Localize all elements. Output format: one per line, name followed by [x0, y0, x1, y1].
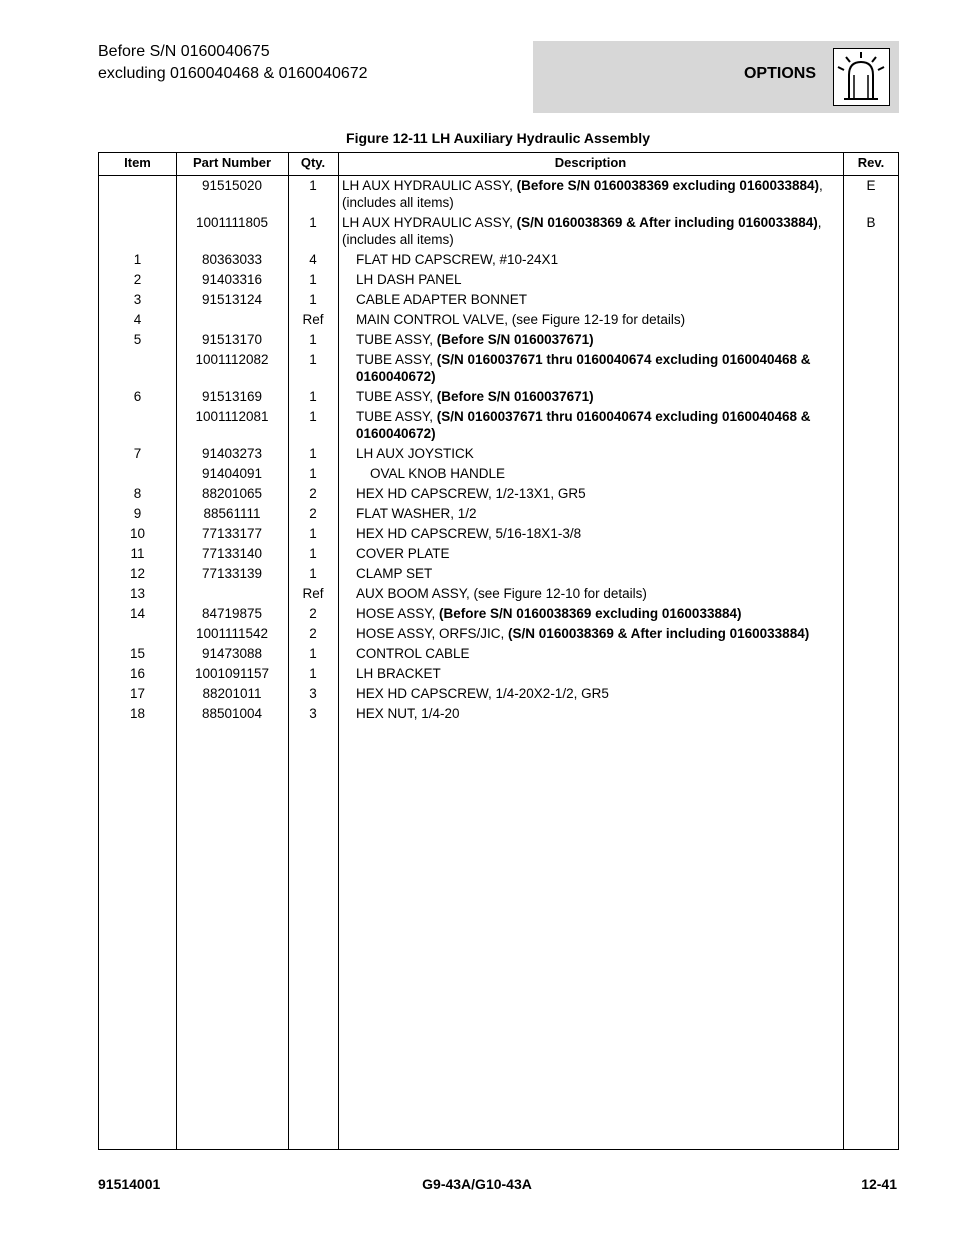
item-number: 14	[129, 606, 146, 621]
description-text: HEX HD CAPSCREW, 1/2-13X1, GR5	[356, 486, 586, 501]
description	[342, 331, 850, 348]
item-number: 17	[129, 686, 146, 701]
description-text: FLAT WASHER, 1/2	[356, 506, 477, 521]
description	[342, 585, 850, 602]
description	[342, 545, 850, 562]
column-header-description: Description	[554, 155, 627, 170]
quantity: 1	[309, 215, 317, 230]
table-row	[99, 525, 898, 542]
serial-qualifier: (Before S/N 0160038369 excluding 0160033884)	[439, 606, 742, 621]
description	[342, 685, 850, 702]
description	[342, 251, 850, 268]
serial-line-2: excluding 0160040468 & 0160040672	[98, 65, 368, 82]
description-text: TUBE ASSY,	[356, 389, 437, 404]
part-number: 91513169	[201, 389, 263, 404]
part-number: 1001112081	[195, 409, 269, 424]
description-suffix: , (includes all items)	[342, 215, 822, 247]
quantity: 3	[309, 686, 317, 701]
description	[342, 465, 864, 482]
description-text: FLAT HD CAPSCREW, #10-24X1	[356, 252, 559, 267]
part-number: 80363033	[201, 252, 263, 267]
quantity: 3	[309, 706, 317, 721]
description-text: LH DASH PANEL	[356, 272, 462, 287]
part-number: 77133140	[201, 546, 263, 561]
item-number: 9	[133, 506, 142, 521]
table-row	[99, 545, 898, 562]
parts-table	[98, 152, 899, 1150]
table-row	[99, 465, 898, 482]
description	[342, 625, 850, 642]
description-text: LH AUX JOYSTICK	[356, 446, 474, 461]
description	[342, 311, 850, 328]
item-number: 10	[129, 526, 146, 541]
revision: B	[866, 215, 876, 230]
part-number: 88201065	[201, 486, 263, 501]
description	[342, 485, 850, 502]
table-row	[99, 485, 898, 502]
quantity: 2	[309, 606, 317, 621]
description	[342, 388, 850, 405]
column-header-part-number: Part Number	[192, 155, 272, 170]
part-number: 91515020	[201, 178, 263, 193]
description-text: CLAMP SET	[356, 566, 433, 581]
serial-qualifier: (Before S/N 0160037671)	[436, 389, 594, 404]
item-number: 7	[133, 446, 142, 461]
part-number: 91513124	[201, 292, 263, 307]
quantity: 1	[309, 526, 317, 541]
item-number: 15	[129, 646, 146, 661]
item-number: 4	[133, 312, 142, 327]
quantity: 2	[309, 486, 317, 501]
part-number: 84719875	[201, 606, 263, 621]
item-number: 1	[133, 252, 142, 267]
description	[342, 645, 850, 662]
description-text: TUBE ASSY,	[356, 332, 437, 347]
figure-title: Figure 12-11 LH Auxiliary Hydraulic Assembly	[346, 130, 650, 146]
description	[342, 445, 850, 462]
column-header-item: Item	[124, 155, 151, 170]
description-text: TUBE ASSY,	[356, 352, 437, 367]
quantity: 1	[309, 409, 317, 424]
description	[342, 525, 850, 542]
description	[342, 177, 836, 211]
description	[342, 291, 850, 308]
description-text: HOSE ASSY,	[356, 606, 440, 621]
serial-qualifier: (S/N 0160037671 thru 0160040674 excluding 0160040468 & 0160040672)	[356, 409, 811, 441]
table-row	[99, 585, 898, 602]
table-row	[99, 408, 898, 442]
serial-qualifier: (Before S/N 0160038369 excluding 0160033884)	[516, 178, 820, 193]
quantity: 1	[309, 646, 317, 661]
description-text: HEX HD CAPSCREW, 1/4-20X2-1/2, GR5	[356, 686, 609, 701]
description	[342, 408, 850, 442]
table-row	[99, 645, 898, 662]
description-text: AUX BOOM ASSY, (see Figure 12-10 for details)	[356, 586, 647, 601]
part-number: 91473088	[201, 646, 263, 661]
serial-qualifier: (S/N 0160037671 thru 0160040674 excluding 0160040468 & 0160040672)	[356, 352, 811, 384]
description	[342, 605, 850, 622]
quantity: 1	[309, 292, 317, 307]
table-row	[99, 665, 898, 682]
description-text: HEX HD CAPSCREW, 5/16-18X1-3/8	[356, 526, 582, 541]
quantity: 1	[309, 272, 317, 287]
item-number: 16	[129, 666, 146, 681]
serial-qualifier: (Before S/N 0160037671)	[436, 332, 594, 347]
quantity: 1	[309, 466, 317, 481]
page-header-serial	[98, 41, 368, 85]
description-text: CABLE ADAPTER BONNET	[356, 292, 528, 307]
table-row	[99, 685, 898, 702]
description	[342, 505, 850, 522]
description-text: HEX NUT, 1/4-20	[356, 706, 460, 721]
item-number: 3	[133, 292, 142, 307]
table-row	[99, 565, 898, 582]
item-number: 8	[133, 486, 142, 501]
table-row	[99, 291, 898, 308]
item-number: 2	[133, 272, 142, 287]
column-header-qty: Qty.	[300, 155, 326, 170]
part-number: 91404091	[201, 466, 263, 481]
description	[342, 565, 850, 582]
quantity: 4	[309, 252, 317, 267]
item-number: 6	[133, 389, 142, 404]
item-number: 12	[129, 566, 146, 581]
description-text: LH BRACKET	[356, 666, 441, 681]
footer-model: G9-43A/G10-43A	[422, 1176, 532, 1192]
part-number: 77133139	[201, 566, 263, 581]
description-text: MAIN CONTROL VALVE, (see Figure 12-19 for details)	[356, 312, 686, 327]
quantity: 1	[309, 566, 317, 581]
description	[342, 214, 836, 248]
description-text: COVER PLATE	[356, 546, 450, 561]
warning-light-icon	[833, 48, 890, 106]
table-row	[99, 251, 898, 268]
part-number: 1001111805	[195, 215, 269, 230]
serial-line-1: Before S/N 0160040675	[98, 43, 270, 60]
table-row	[99, 705, 898, 722]
table-row	[99, 271, 898, 288]
quantity: 1	[309, 178, 317, 193]
quantity: 1	[309, 389, 317, 404]
table-row	[99, 605, 898, 622]
serial-qualifier: (S/N 0160038369 & After including 0160033884)	[508, 626, 810, 641]
quantity: 1	[309, 666, 317, 681]
part-number: 1001112082	[195, 352, 269, 367]
table-row	[99, 625, 898, 642]
part-number: 88501004	[201, 706, 263, 721]
quantity: 1	[309, 332, 317, 347]
footer-doc-number: 91514001	[98, 1176, 161, 1192]
part-number: 91403316	[201, 272, 263, 287]
quantity: 2	[309, 626, 317, 641]
table-row	[99, 214, 898, 248]
revision: E	[866, 178, 876, 193]
part-number: 1001111542	[195, 626, 269, 641]
description	[342, 705, 850, 722]
description-text: HOSE ASSY, ORFS/JIC,	[356, 626, 509, 641]
part-number: 1001091157	[194, 666, 270, 681]
table-row	[99, 505, 898, 522]
table-row	[99, 445, 898, 462]
part-number: 88561111	[203, 506, 261, 521]
description-text: TUBE ASSY,	[356, 409, 437, 424]
quantity: Ref	[302, 312, 324, 327]
quantity: 1	[309, 446, 317, 461]
table-row	[99, 351, 898, 385]
quantity: Ref	[302, 586, 324, 601]
footer-page-number: 12-41	[861, 1176, 897, 1192]
description-text: LH AUX HYDRAULIC ASSY,	[342, 178, 517, 193]
serial-qualifier: (S/N 0160038369 & After including 0160033884)	[516, 215, 818, 230]
table-row	[99, 388, 898, 405]
column-header-rev: Rev.	[857, 155, 885, 170]
description	[342, 351, 850, 385]
part-number: 91403273	[201, 446, 263, 461]
table-row	[99, 177, 898, 211]
description-text: OVAL KNOB HANDLE	[370, 466, 506, 481]
description	[342, 665, 850, 682]
part-number: 88201011	[202, 686, 262, 701]
table-row	[99, 311, 898, 328]
item-number: 18	[129, 706, 146, 721]
part-number: 91513170	[201, 332, 263, 347]
description-text: LH AUX HYDRAULIC ASSY,	[342, 215, 517, 230]
item-number: 11	[130, 546, 145, 561]
table-body	[99, 176, 898, 722]
quantity: 2	[309, 506, 317, 521]
section-title: OPTIONS	[743, 65, 816, 82]
description	[342, 271, 850, 288]
quantity: 1	[309, 352, 317, 367]
description-suffix: , (includes all items)	[342, 178, 823, 210]
description-text: CONTROL CABLE	[356, 646, 470, 661]
quantity: 1	[309, 546, 317, 561]
table-row	[99, 331, 898, 348]
part-number: 77133177	[201, 526, 263, 541]
section-banner	[533, 41, 899, 113]
item-number: 5	[133, 332, 142, 347]
item-number: 13	[129, 586, 146, 601]
